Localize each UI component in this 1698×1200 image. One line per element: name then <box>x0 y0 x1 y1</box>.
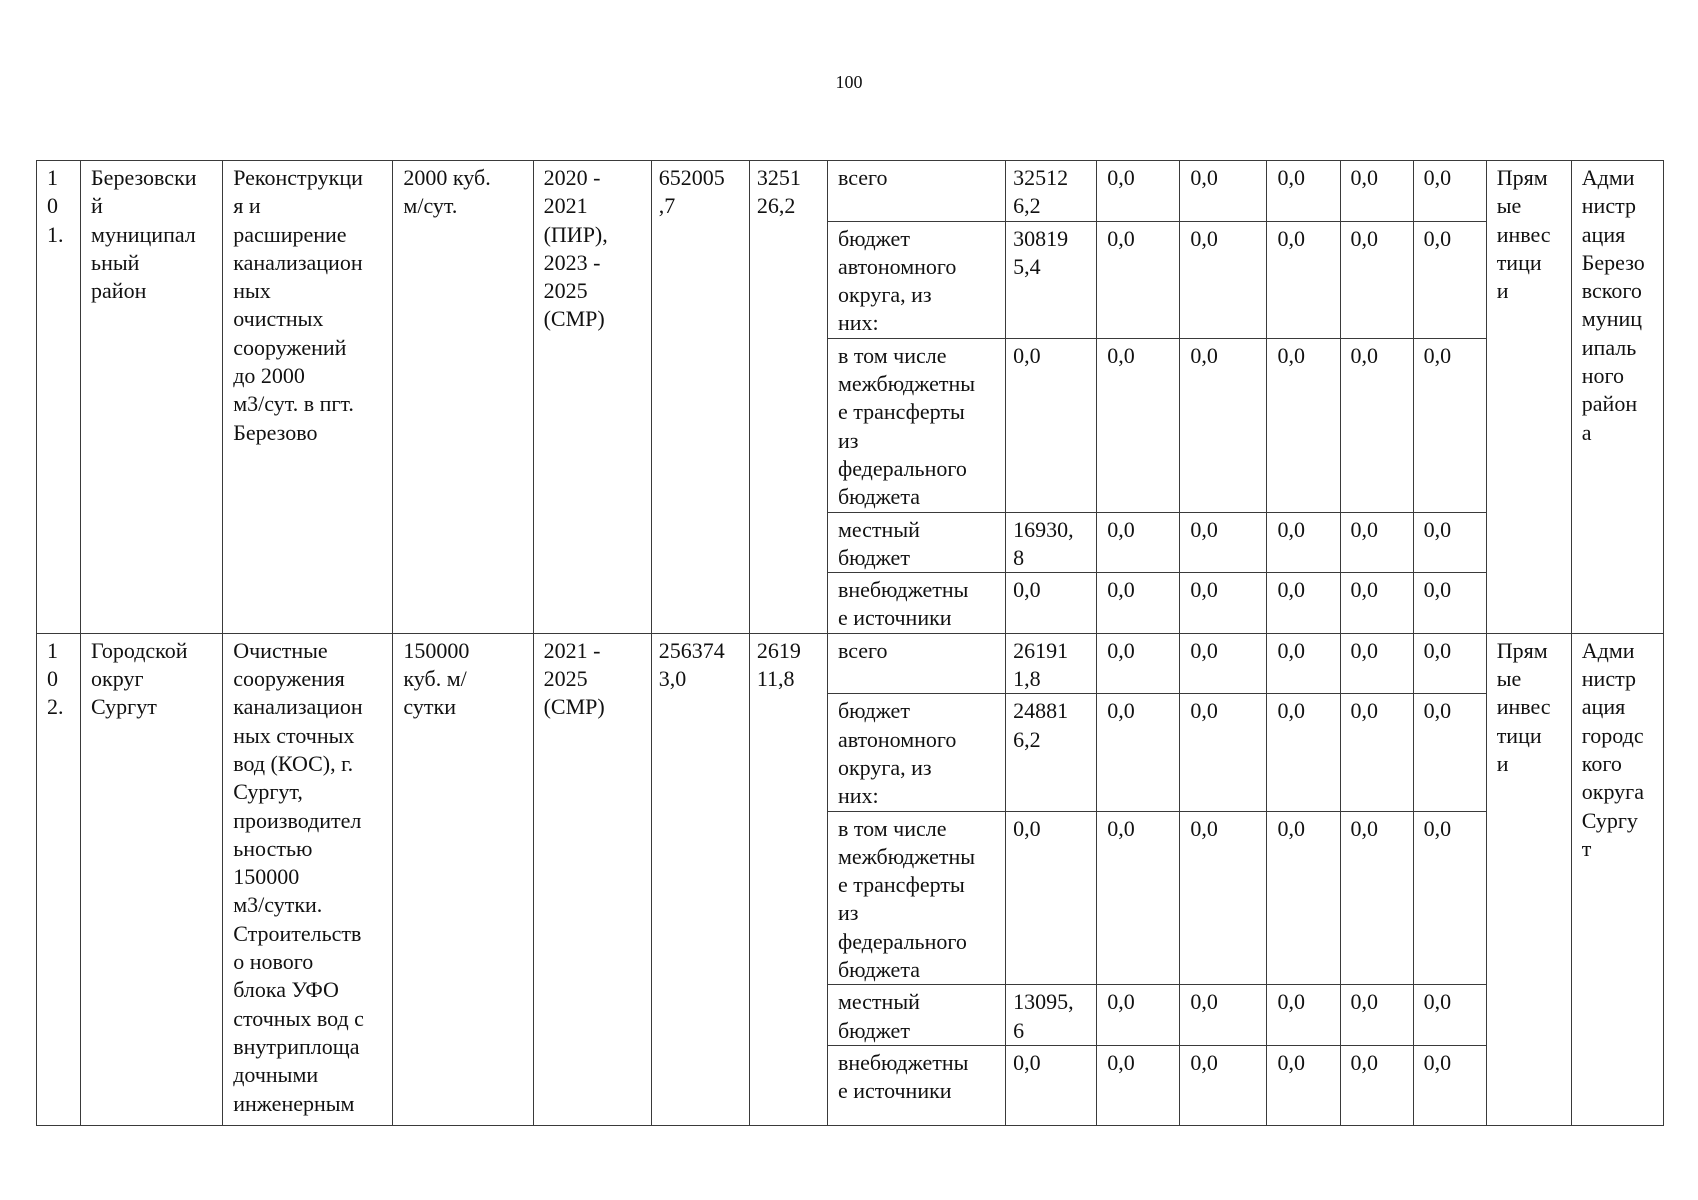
funding-source-cell: внебюджетны е источники <box>827 1045 1005 1125</box>
funding-value-cell: 0,0 <box>1340 573 1413 634</box>
funding-value-cell: 0,0 <box>1180 161 1267 222</box>
funding-value-cell: 0,0 <box>1340 811 1413 985</box>
page-number: 100 <box>835 72 863 92</box>
funding-value-cell: 0,0 <box>1267 633 1340 694</box>
funding-value-cell: 0,0 <box>1180 338 1267 512</box>
responsible-cell: Адми нистр ация городс кого округа Сургу т <box>1571 633 1663 1125</box>
funding-value-cell: 0,0 <box>1413 811 1486 985</box>
funding-value-cell: 0,0 <box>1340 1045 1413 1125</box>
funding-source-cell: в том числе межбюджетны е трансферты из федерального бюджета <box>827 338 1005 512</box>
funding-value-cell: 0,0 <box>1180 694 1267 811</box>
funding-value-cell: 0,0 <box>1267 512 1340 573</box>
funding-value-cell: 0,0 <box>1267 161 1340 222</box>
table-row <box>37 161 1664 222</box>
funding-value-cell: 0,0 <box>1097 161 1180 222</box>
funding-value-cell: 0,0 <box>1413 985 1486 1046</box>
funding-source-cell: бюджет автономного округа, из них: <box>827 221 1005 338</box>
investment-projects-table <box>36 160 1664 1126</box>
funding-value-cell: 0,0 <box>1267 985 1340 1046</box>
total-funding-cell: 2619 11,8 <box>749 633 827 1125</box>
funding-value-cell: 0,0 <box>1006 1045 1097 1125</box>
project-name-cell: Очистные сооружения канализацион ных сточных вод (КОС), г. Сургут, производител ьностью 150000 м3/сутки. Строительств о нового блока УФО сточных вод с внутриплоща дочными инженерным <box>223 633 393 1125</box>
funding-value-cell: 0,0 <box>1097 221 1180 338</box>
funding-source-cell: местный бюджет <box>827 985 1005 1046</box>
estimated-cost-cell: 652005 ,7 <box>651 161 749 634</box>
funding-value-cell: 0,0 <box>1097 573 1180 634</box>
funding-value-cell: 0,0 <box>1006 811 1097 985</box>
funding-value-cell: 0,0 <box>1340 512 1413 573</box>
funding-value-cell: 0,0 <box>1006 573 1097 634</box>
funding-value-cell: 0,0 <box>1097 633 1180 694</box>
funding-value-cell: 0,0 <box>1097 338 1180 512</box>
estimated-cost-cell: 256374 3,0 <box>651 633 749 1125</box>
row-number-cell: 1 0 1. <box>37 161 81 634</box>
funding-value-cell: 0,0 <box>1180 1045 1267 1125</box>
funding-value-cell: 0,0 <box>1267 221 1340 338</box>
funding-value-cell: 0,0 <box>1097 512 1180 573</box>
funding-value-cell: 0,0 <box>1413 338 1486 512</box>
capacity-cell: 2000 куб. м/сут. <box>393 161 533 634</box>
funding-source-cell: в том числе межбюджетны е трансферты из федерального бюджета <box>827 811 1005 985</box>
period-cell: 2021 - 2025 (СМР) <box>533 633 651 1125</box>
investment-form-cell: Прям ые инвес тици и <box>1486 161 1571 634</box>
funding-value-cell: 0,0 <box>1413 633 1486 694</box>
investment-form-cell: Прям ые инвес тици и <box>1486 633 1571 1125</box>
municipality-cell: Городской округ Сургут <box>81 633 223 1125</box>
capacity-cell: 150000 куб. м/ сутки <box>393 633 533 1125</box>
funding-source-cell: всего <box>827 633 1005 694</box>
funding-value-cell: 0,0 <box>1340 633 1413 694</box>
funding-value-cell: 26191 1,8 <box>1006 633 1097 694</box>
funding-value-cell: 0,0 <box>1340 161 1413 222</box>
funding-value-cell: 0,0 <box>1340 985 1413 1046</box>
funding-source-cell: местный бюджет <box>827 512 1005 573</box>
funding-value-cell: 0,0 <box>1413 1045 1486 1125</box>
funding-value-cell: 30819 5,4 <box>1006 221 1097 338</box>
funding-value-cell: 0,0 <box>1267 694 1340 811</box>
table-row <box>37 633 1664 694</box>
funding-value-cell: 0,0 <box>1267 1045 1340 1125</box>
funding-value-cell: 0,0 <box>1097 985 1180 1046</box>
funding-value-cell: 0,0 <box>1180 221 1267 338</box>
total-funding-cell: 3251 26,2 <box>749 161 827 634</box>
funding-value-cell: 0,0 <box>1413 573 1486 634</box>
period-cell: 2020 - 2021 (ПИР), 2023 - 2025 (СМР) <box>533 161 651 634</box>
funding-value-cell: 0,0 <box>1180 512 1267 573</box>
funding-value-cell: 0,0 <box>1413 221 1486 338</box>
funding-value-cell: 24881 6,2 <box>1006 694 1097 811</box>
funding-value-cell: 0,0 <box>1413 161 1486 222</box>
funding-value-cell: 0,0 <box>1097 694 1180 811</box>
funding-value-cell: 0,0 <box>1180 985 1267 1046</box>
funding-value-cell: 0,0 <box>1267 573 1340 634</box>
funding-value-cell: 0,0 <box>1180 811 1267 985</box>
funding-value-cell: 32512 6,2 <box>1006 161 1097 222</box>
funding-value-cell: 0,0 <box>1006 338 1097 512</box>
funding-value-cell: 13095, 6 <box>1006 985 1097 1046</box>
funding-value-cell: 0,0 <box>1413 512 1486 573</box>
funding-value-cell: 0,0 <box>1413 694 1486 811</box>
funding-source-cell: всего <box>827 161 1005 222</box>
responsible-cell: Адми нистр ация Березо вского муниц ипаль ного район а <box>1571 161 1663 634</box>
funding-value-cell: 0,0 <box>1340 338 1413 512</box>
funding-value-cell: 16930, 8 <box>1006 512 1097 573</box>
project-name-cell: Реконструкци я и расширение канализацион ных очистных сооружений до 2000 м3/сут. в пгт. Березово <box>223 161 393 634</box>
funding-value-cell: 0,0 <box>1097 1045 1180 1125</box>
funding-value-cell: 0,0 <box>1267 338 1340 512</box>
funding-source-cell: внебюджетны е источники <box>827 573 1005 634</box>
funding-source-cell: бюджет автономного округа, из них: <box>827 694 1005 811</box>
funding-value-cell: 0,0 <box>1340 694 1413 811</box>
row-number-cell: 1 0 2. <box>37 633 81 1125</box>
municipality-cell: Березовски й муниципал ьный район <box>81 161 223 634</box>
funding-value-cell: 0,0 <box>1180 573 1267 634</box>
funding-value-cell: 0,0 <box>1097 811 1180 985</box>
funding-value-cell: 0,0 <box>1180 633 1267 694</box>
funding-value-cell: 0,0 <box>1267 811 1340 985</box>
funding-value-cell: 0,0 <box>1340 221 1413 338</box>
